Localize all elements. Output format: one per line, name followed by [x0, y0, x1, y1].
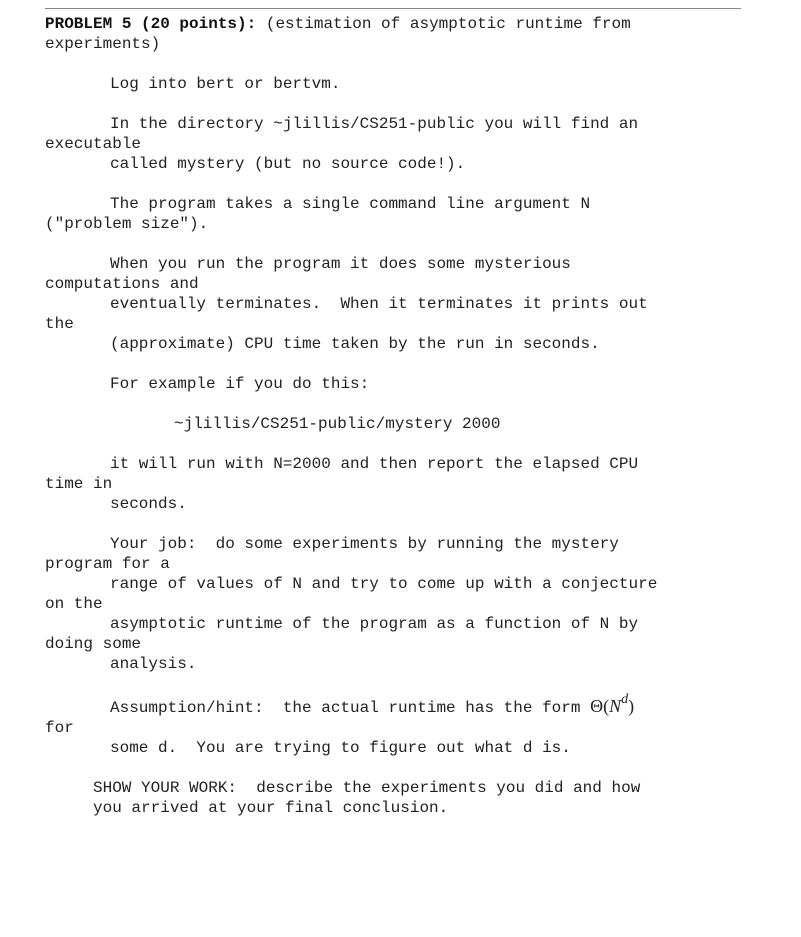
- run-wrap-2: the: [45, 315, 74, 333]
- theta-symbol: Θ(: [590, 696, 610, 716]
- job-wrap-1: program for a: [45, 555, 170, 573]
- argument-wrap: ("problem size").: [45, 215, 209, 233]
- run-wrap-1: computations and: [45, 275, 199, 293]
- hint-line: [45, 694, 745, 718]
- argument-line: The program takes a single command line argument N: [110, 195, 591, 213]
- example-intro: For example if you do this:: [110, 375, 370, 393]
- hint-line-2: some d. You are trying to figure out what d is.: [110, 739, 571, 757]
- executable-line: called mystery (but no source code!).: [110, 155, 466, 173]
- directory-line: In the directory ~jlillis/CS251-public you will find an: [110, 115, 639, 133]
- theta-formula: [590, 692, 635, 716]
- top-rule: [45, 8, 741, 9]
- show-work-line-2: you arrived at your final conclusion.: [93, 799, 449, 817]
- hint-wrap: for: [45, 719, 74, 737]
- example-command: ~jlillis/CS251-public/mystery 2000: [174, 415, 501, 433]
- formula-close: ): [628, 696, 635, 716]
- report-wrap-1: time in: [45, 475, 113, 493]
- formula-base: N: [609, 696, 622, 716]
- problem-document: [45, 14, 745, 818]
- directory-wrap: executable: [45, 135, 142, 153]
- login-instruction: Log into bert or bertvm.: [110, 75, 341, 93]
- problem-heading: [45, 14, 745, 34]
- job-line-3: asymptotic runtime of the program as a function of N by: [110, 615, 639, 633]
- run-line-3: (approximate) CPU time taken by the run in seconds.: [110, 335, 600, 353]
- show-work-line-1: SHOW YOUR WORK: describe the experiments you did and how: [93, 779, 641, 797]
- problem-subtitle: (estimation of asymptotic runtime from: [256, 15, 631, 33]
- run-line-1: When you run the program it does some mysterious: [110, 255, 571, 273]
- problem-subtitle-wrap: experiments): [45, 35, 161, 53]
- job-wrap-3: doing some: [45, 635, 142, 653]
- problem-title: PROBLEM 5 (20 points):: [45, 15, 257, 33]
- report-line-2: seconds.: [110, 495, 187, 513]
- job-line-4: analysis.: [110, 655, 197, 673]
- report-line-1: it will run with N=2000 and then report the elapsed CPU: [110, 455, 639, 473]
- job-line-1: Your job: do some experiments by running the mystery: [110, 535, 619, 553]
- job-wrap-2: on the: [45, 595, 103, 613]
- hint-text: Assumption/hint: the actual runtime has the form: [110, 699, 591, 717]
- run-line-2: eventually terminates. When it terminates it prints out: [110, 295, 648, 313]
- formula-exponent: d: [621, 692, 629, 707]
- job-line-2: range of values of N and try to come up with a conjecture: [110, 575, 658, 593]
